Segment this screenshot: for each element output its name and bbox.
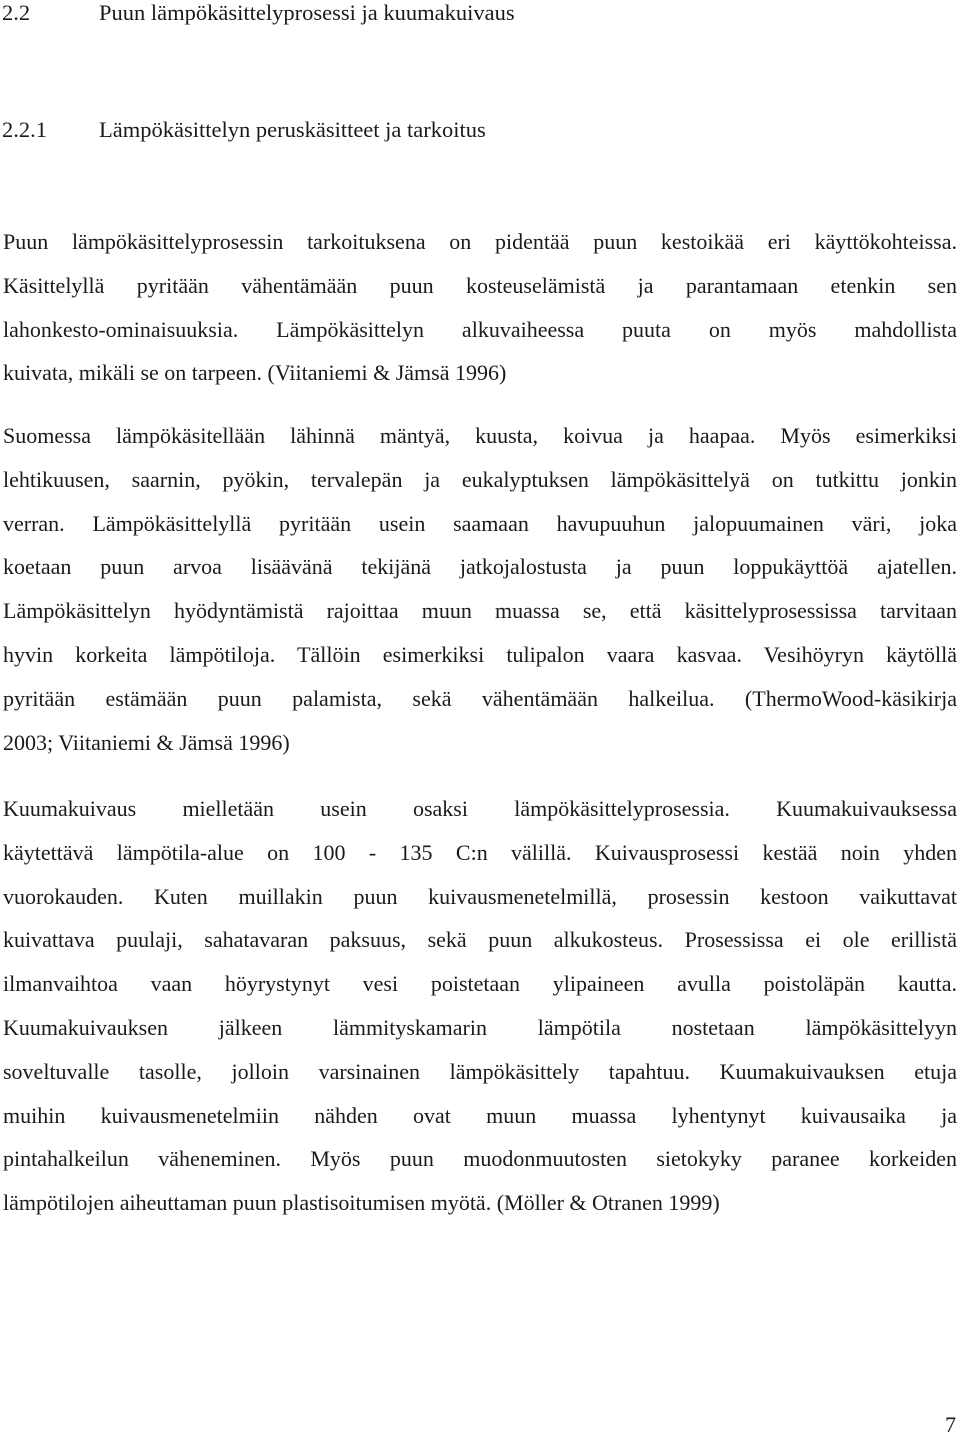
paragraph-purpose — [3, 220, 957, 395]
text-line: lahonkesto-ominaisuuksia. Lämpökäsittelyn alkuvaiheessa puuta on myös mahdollista — [3, 316, 957, 342]
text-line: Lämpökäsittelyn hyödyntämistä rajoittaa muun muassa se, että käsittelyprosessissa tarvitaan — [3, 598, 957, 624]
paragraph-species — [3, 414, 957, 764]
text-line: käytettävä lämpötila-alue on 100 - 135 C:n välillä. Kuivausprosessi kestää noin yhden — [3, 839, 957, 865]
text-line: kuivata, mikäli se on tarpeen. (Viitaniemi & Jämsä 1996) — [3, 360, 507, 386]
subsection-number: 2.2.1 — [2, 117, 47, 142]
text-line: kuivattava puulaji, sahatavaran paksuus, sekä puun alkukosteus. Prosessissa ei ole erillistä — [3, 927, 957, 953]
text-line: hyvin korkeita lämpötiloja. Tällöin esimerkiksi tulipalon vaara kasvaa. Vesihöyryn käytöllä — [3, 641, 957, 667]
text-line: ilmanvaihtoa vaan höyrystynyt vesi poistetaan ylipaineen avulla poistoläpän kautta. — [3, 971, 957, 997]
section-title: Puun lämpökäsittelyprosessi ja kuumakuivaus — [99, 0, 515, 25]
text-line: muihin kuivausmenetelmiin nähden ovat muun muassa lyhentynyt kuivausaika ja — [3, 1102, 957, 1128]
text-line: Käsittelyllä pyritään vähentämään puun kosteuselämistä ja parantamaan etenkin sen — [3, 272, 957, 298]
section-number: 2.2 — [2, 0, 31, 25]
text-line: verran. Lämpökäsittelyllä pyritään usein saamaan havupuuhun jalopuumainen väri, joka — [3, 510, 957, 536]
text-line: soveltuvalle tasolle, jolloin varsinainen lämpökäsittely tapahtuu. Kuumakuivauksen etuja — [3, 1058, 957, 1084]
text-line: vuorokauden. Kuten muillakin puun kuivausmenetelmillä, prosessin kestoon vaikuttavat — [3, 883, 957, 909]
text-line: 2003; Viitaniemi & Jämsä 1996) — [3, 729, 290, 755]
paragraph-hot-drying — [3, 787, 957, 1225]
text-line: Kuumakuivaus mielletään usein osaksi lämpökäsittelyprosessia. Kuumakuivauksessa — [3, 796, 957, 821]
page-number: 7 — [945, 1412, 956, 1437]
text-line: Kuumakuivauksen jälkeen lämmityskamarin lämpötila nostetaan lämpökäsittelyyn — [3, 1014, 957, 1040]
text-line: pintahalkeilun väheneminen. Myös puun muodonmuutosten sietokyky paranee korkeiden — [3, 1146, 957, 1172]
subsection-title: Lämpökäsittelyn peruskäsitteet ja tarkoitus — [99, 117, 486, 142]
section-heading — [2, 0, 515, 26]
text-line: koetaan puun arvoa lisäävänä tekijänä jatkojalostusta ja puun loppukäyttöä ajatellen. — [3, 554, 957, 580]
subsection-heading — [2, 117, 486, 143]
text-line: lämpötilojen aiheuttaman puun plastisoitumisen myötä. (Möller & Otranen 1999) — [3, 1190, 720, 1216]
text-line: Puun lämpökäsittelyprosessin tarkoituksena on pidentää puun kestoikää eri käyttökohteissa. — [3, 229, 957, 254]
text-line: lehtikuusen, saarnin, pyökin, tervalepän ja eukalyptuksen lämpökäsittelyä on tutkittu jonkin — [3, 466, 957, 492]
text-line: Suomessa lämpökäsitellään lähinnä mäntyä, kuusta, koivua ja haapaa. Myös esimerkiksi — [3, 423, 957, 448]
text-line: pyritään estämään puun palamista, sekä vähentämään halkeilua. (ThermoWood-käsikirja — [3, 685, 957, 711]
